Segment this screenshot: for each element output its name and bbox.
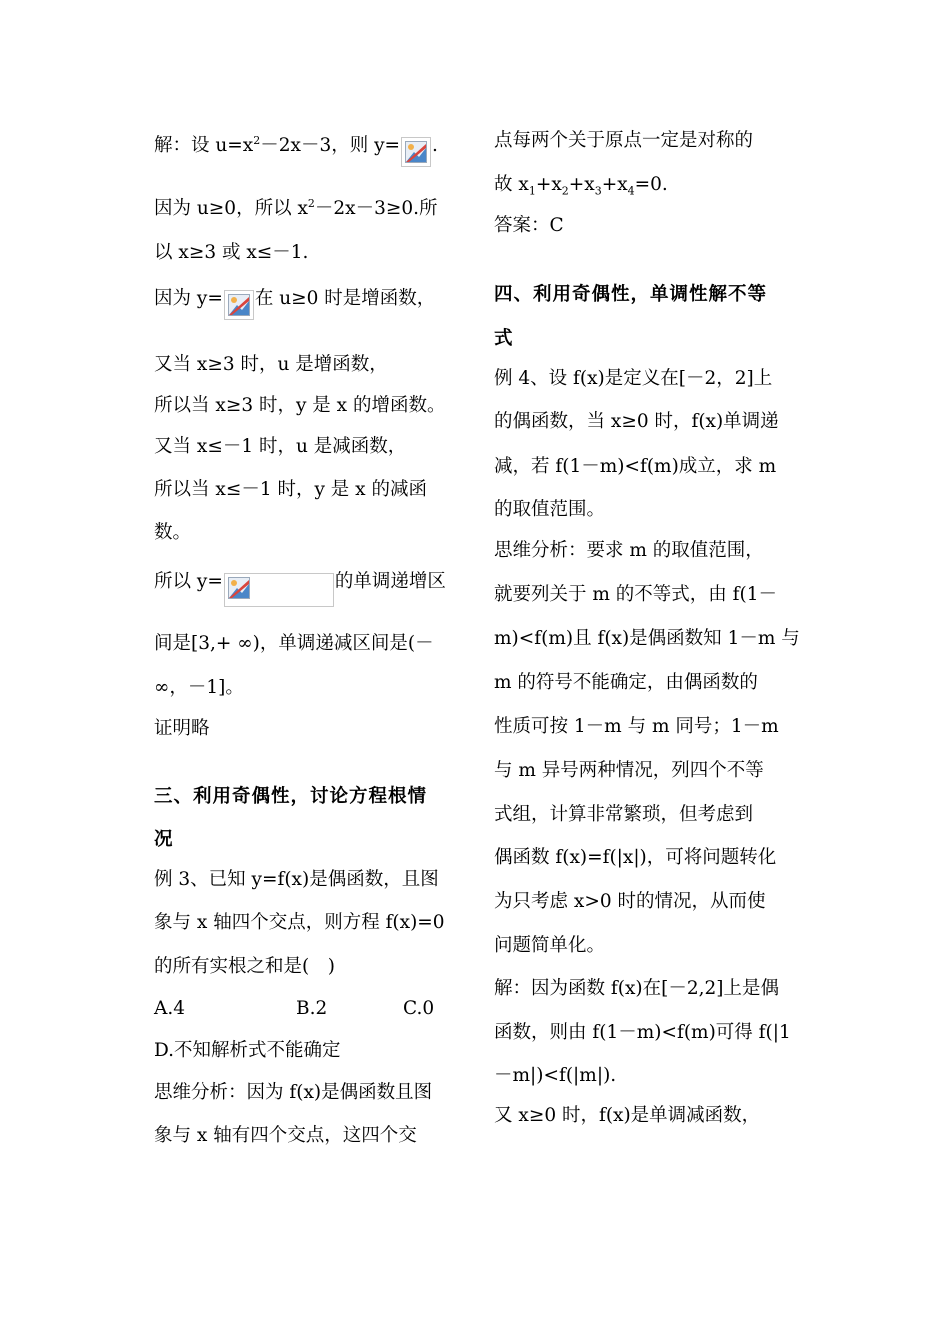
analysis-cont-line-1: 点每两个关于原点一定是对称的 [494,130,754,151]
solution-line-3: 以 x≥3 或 x≤－1. [154,242,309,263]
solution-4-line-4: 又 x≥0 时，f(x)是单调减函数， [494,1105,761,1126]
text: 因为 u≥0，所以 x [154,198,308,219]
example-4-line-1: 例 4、设 f(x)是定义在[－2，2]上 [494,368,773,389]
analysis-4-line-8: 偶函数 f(x)=f(|x|)，可将问题转化 [494,847,777,868]
option-b: B.2 [296,998,328,1019]
text: +x [568,174,595,195]
text: 的单调递增区 [334,571,446,592]
analysis-4-line-10: 问题简单化。 [494,935,606,956]
analysis-line-1: 思维分析：因为 f(x)是偶函数且图 [154,1082,433,1103]
solution-4-line-3: －m|)<f(|m|). [494,1065,617,1086]
text: －2x－3，则 y= [260,135,401,156]
text: 所以 y= [154,571,223,592]
analysis-4-line-4: m 的符号不能确定，由偶函数的 [494,672,758,693]
solution-4-line-2: 函数，则由 f(1－m)<f(m)可得 f(|1 [494,1022,791,1043]
solution-line-8: 所以当 x≤－1 时，y 是 x 的减函 [154,479,427,500]
solution-4-line-1: 解：因为函数 f(x)在[－2,2]上是偶 [494,978,779,999]
text: 因为 y= [154,288,223,309]
solution-line-7: 又当 x≤－1 时，u 是减函数， [154,436,407,457]
solution-line-1 [154,131,438,155]
solution-line-11: 间是[3,+ ∞)，单调递减区间是(－ [154,633,434,654]
section-heading-4-cont: 式 [494,328,514,349]
solution-line-10 [154,565,446,592]
subscript: 2 [561,184,569,198]
answer-line: 答案：C [494,215,564,236]
solution-line-12: ∞，－1]。 [154,677,244,698]
example-3-line-1: 例 3、已知 y=f(x)是偶函数，且图 [154,869,439,890]
analysis-line-2: 象与 x 轴有四个交点，这四个交 [154,1125,417,1146]
section-heading-3: 三、利用奇偶性，讨论方程根情 [154,786,428,807]
subscript: 4 [627,184,635,198]
example-4-line-4: 的取值范围。 [494,499,606,520]
analysis-4-line-3: m)<f(m)且 f(x)是偶函数知 1－m 与 [494,628,800,649]
analysis-4-line-5: 性质可按 1－m 与 m 同号；1－m [494,716,779,737]
solution-line-9: 数。 [154,522,192,543]
proof-omitted: 证明略 [154,718,210,739]
solution-line-2 [154,197,438,221]
subscript: 1 [528,184,536,198]
example-4-line-2: 的偶函数，当 x≥0 时，f(x)单调递 [494,411,779,432]
option-c: C.0 [403,998,435,1019]
text: . [432,135,438,156]
formula-image-icon [401,137,431,167]
text: =0. [634,174,668,195]
analysis-4-line-9: 为只考虑 x>0 时的情况，从而使 [494,891,766,912]
superscript: 2 [307,196,315,210]
analysis-4-line-2: 就要列关于 m 的不等式，由 f(1－ [494,584,778,605]
text: 在 u≥0 时是增函数， [254,288,436,309]
formula-image-icon [224,573,334,607]
example-4-line-3: 减，若 f(1－m)<f(m)成立，求 m [494,456,777,477]
analysis-4-line-6: 与 m 异号两种情况，列四个不等 [494,760,764,781]
text: +x [601,174,628,195]
section-heading-4: 四、利用奇偶性，单调性解不等 [494,284,768,305]
example-3-line-3: 的所有实根之和是( ) [154,956,335,977]
text: +x [535,174,562,195]
option-a: A.4 [154,998,186,1019]
analysis-4-line-1: 思维分析：要求 m 的取值范围， [494,540,764,561]
text: －2x－3≥0.所 [314,198,438,219]
analysis-cont-line-2 [494,173,668,197]
analysis-4-line-7: 式组，计算非常繁琐，但考虑到 [494,804,754,825]
text: 故 x [494,174,529,195]
superscript: 2 [253,133,261,147]
subscript: 3 [594,184,602,198]
option-d: D.不知解析式不能确定 [154,1040,341,1061]
formula-image-icon [224,290,254,320]
section-heading-3-cont: 况 [154,829,174,850]
solution-line-6: 所以当 x≥3 时，y 是 x 的增函数。 [154,395,446,416]
solution-line-5: 又当 x≥3 时，u 是增函数， [154,354,388,375]
example-3-line-2: 象与 x 轴四个交点，则方程 f(x)=0 [154,912,445,933]
solution-line-4 [154,284,435,308]
text: 解：设 u=x [154,135,254,156]
